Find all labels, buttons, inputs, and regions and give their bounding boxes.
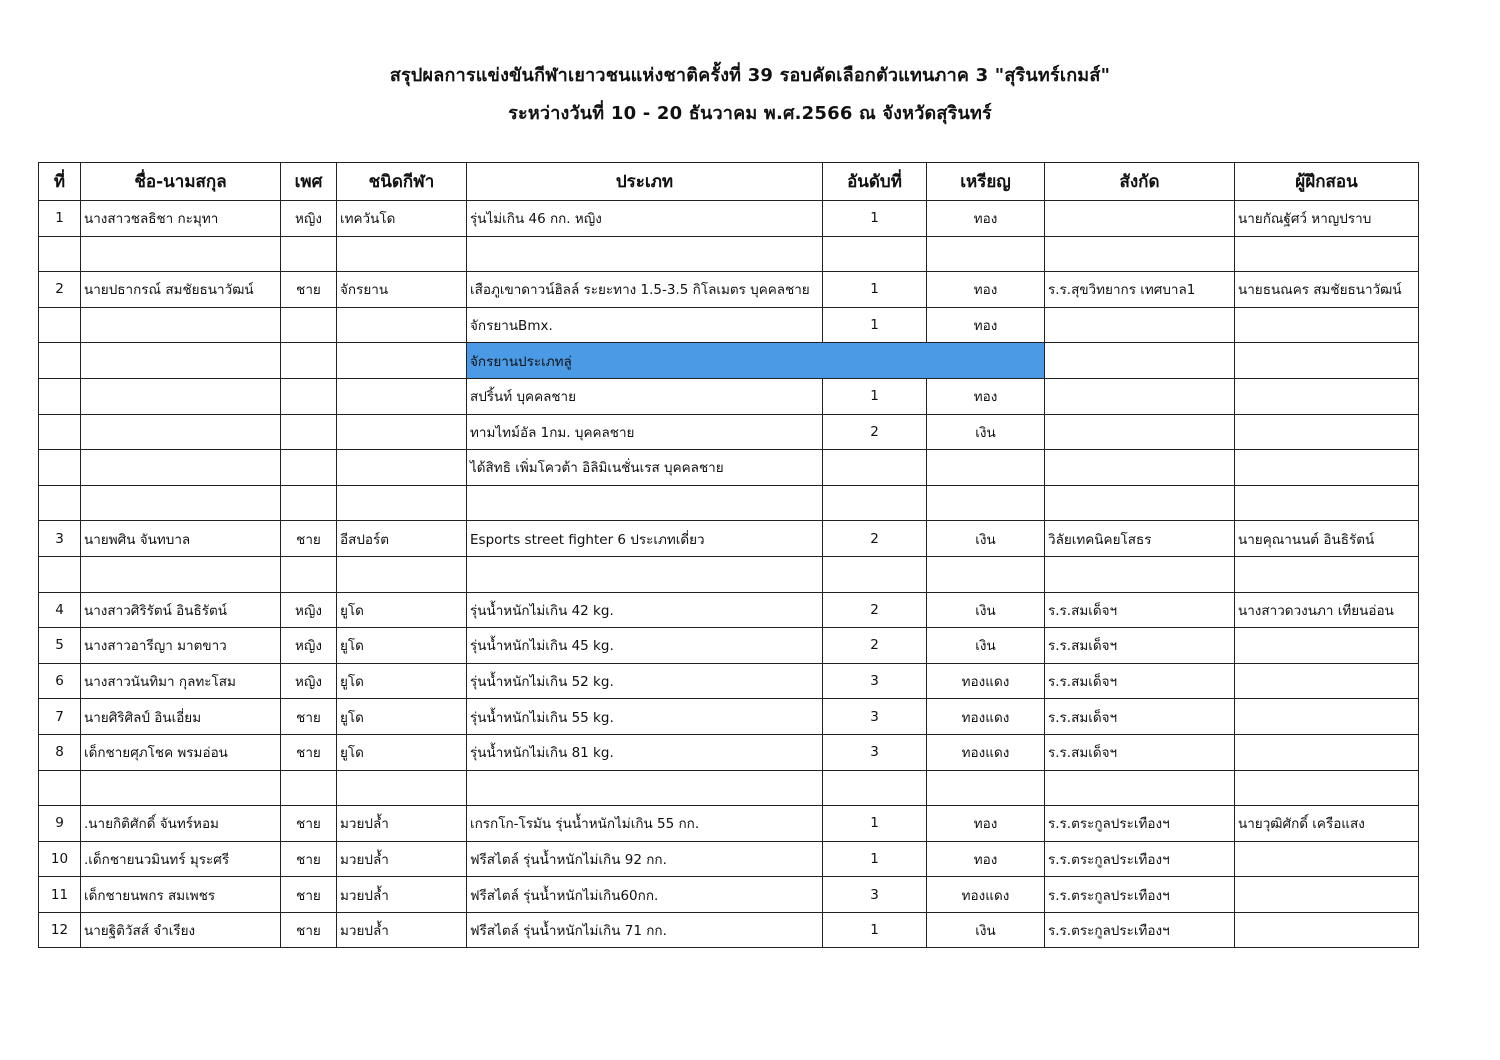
cell-event: รุ่นน้ำหนักไม่เกิน 52 kg.	[467, 663, 823, 699]
table-row	[39, 201, 1419, 237]
cell-coach	[1235, 378, 1419, 414]
table-row	[39, 877, 1419, 913]
cell-sex	[281, 450, 337, 486]
table-row	[39, 272, 1419, 308]
cell-sex	[281, 378, 337, 414]
cell-coach	[1235, 841, 1419, 877]
cell-affiliation	[1045, 343, 1235, 379]
cell-medal: เงิน	[927, 628, 1045, 664]
cell-sex	[281, 770, 337, 806]
cell-affiliation	[1045, 378, 1235, 414]
cell-no: 6	[39, 663, 81, 699]
cell-medal	[927, 236, 1045, 272]
cell-sport: ยูโด	[337, 663, 467, 699]
cell-event: สปริ้นท์ บุคคลชาย	[467, 378, 823, 414]
col-header-name: ชื่อ-นามสกุล	[81, 163, 281, 201]
cell-rank: 2	[823, 414, 927, 450]
cell-coach: นายคุณานนต์ อินธิรัตน์	[1235, 521, 1419, 557]
cell-coach	[1235, 912, 1419, 948]
cell-medal: เงิน	[927, 414, 1045, 450]
cell-medal: ทอง	[927, 806, 1045, 842]
cell-sport	[337, 485, 467, 521]
cell-rank: 2	[823, 592, 927, 628]
cell-sport: ยูโด	[337, 628, 467, 664]
cell-coach	[1235, 414, 1419, 450]
cell-sex: ชาย	[281, 877, 337, 913]
cell-rank: 3	[823, 699, 927, 735]
table-row	[39, 236, 1419, 272]
cell-name	[81, 343, 281, 379]
cell-name: นางสาวอารีญา มาตขาว	[81, 628, 281, 664]
cell-sport: มวยปล้ำ	[337, 806, 467, 842]
cell-sport	[337, 414, 467, 450]
cell-sex: หญิง	[281, 201, 337, 237]
cell-no: 1	[39, 201, 81, 237]
cell-sex	[281, 485, 337, 521]
cell-no: 4	[39, 592, 81, 628]
cell-no: 10	[39, 841, 81, 877]
cell-sport	[337, 236, 467, 272]
cell-no: 9	[39, 806, 81, 842]
cell-name	[81, 770, 281, 806]
cell-sport	[337, 343, 467, 379]
cell-sport: มวยปล้ำ	[337, 841, 467, 877]
cell-name	[81, 236, 281, 272]
cell-affiliation: ร.ร.ตระกูลประเทืองฯ	[1045, 806, 1235, 842]
cell-coach	[1235, 628, 1419, 664]
cell-affiliation	[1045, 307, 1235, 343]
cell-coach	[1235, 307, 1419, 343]
cell-sport: มวยปล้ำ	[337, 877, 467, 913]
table-row	[39, 556, 1419, 592]
cell-affiliation	[1045, 236, 1235, 272]
table-row	[39, 307, 1419, 343]
col-header-rank: อันดับที่	[823, 163, 927, 201]
cell-rank: 1	[823, 378, 927, 414]
table-row	[39, 734, 1419, 770]
cell-name: นางสาวนันทิมา กุลทะโสม	[81, 663, 281, 699]
table-row	[39, 343, 1419, 379]
cell-event	[467, 485, 823, 521]
cell-medal	[927, 450, 1045, 486]
col-header-medal: เหรียญ	[927, 163, 1045, 201]
cell-sport: ยูโด	[337, 592, 467, 628]
cell-medal	[927, 770, 1045, 806]
cell-no: 2	[39, 272, 81, 308]
cell-name	[81, 378, 281, 414]
cell-name: .นายกิติศักดิ์ จันทร์หอม	[81, 806, 281, 842]
table-row	[39, 485, 1419, 521]
cell-rank: 3	[823, 734, 927, 770]
cell-name: นางสาวศิริรัตน์ อินธิรัตน์	[81, 592, 281, 628]
cell-medal: เงิน	[927, 521, 1045, 557]
col-header-sex: เพศ	[281, 163, 337, 201]
cell-event: ฟรีสไตล์ รุ่นน้ำหนักไม่เกิน60กก.	[467, 877, 823, 913]
cell-coach: นายธนณคร สมชัยธนาวัฒน์	[1235, 272, 1419, 308]
cell-medal: ทอง	[927, 841, 1045, 877]
table-row	[39, 699, 1419, 735]
cell-medal: ทองแดง	[927, 877, 1045, 913]
cell-no	[39, 307, 81, 343]
cell-rank: 1	[823, 841, 927, 877]
cell-rank: 1	[823, 912, 927, 948]
cell-name	[81, 556, 281, 592]
cell-name: นายฐิติวัสส์ จำเรียง	[81, 912, 281, 948]
col-header-affiliation: สังกัด	[1045, 163, 1235, 201]
cell-coach	[1235, 877, 1419, 913]
cell-name	[81, 307, 281, 343]
cell-affiliation: วิลัยเทคนิคยโสธร	[1045, 521, 1235, 557]
cell-name	[81, 485, 281, 521]
cell-sex: ชาย	[281, 272, 337, 308]
cell-name	[81, 450, 281, 486]
cell-no	[39, 556, 81, 592]
cell-medal: ทองแดง	[927, 734, 1045, 770]
cell-sex	[281, 236, 337, 272]
cell-medal: ทองแดง	[927, 699, 1045, 735]
table-row	[39, 841, 1419, 877]
cell-coach	[1235, 663, 1419, 699]
cell-sex: ชาย	[281, 699, 337, 735]
cell-sex	[281, 414, 337, 450]
cell-coach: นายวุฒิศักดิ์ เครือแสง	[1235, 806, 1419, 842]
cell-sex: หญิง	[281, 663, 337, 699]
cell-affiliation	[1045, 414, 1235, 450]
cell-event: รุ่นไม่เกิน 46 กก. หญิง	[467, 201, 823, 237]
cell-medal: เงิน	[927, 912, 1045, 948]
cell-coach	[1235, 450, 1419, 486]
cell-rank: 1	[823, 307, 927, 343]
cell-affiliation: ร.ร.สมเด็จฯ	[1045, 592, 1235, 628]
cell-sport	[337, 450, 467, 486]
header-row	[39, 163, 1419, 201]
cell-coach	[1235, 699, 1419, 735]
cell-no	[39, 378, 81, 414]
cell-no	[39, 343, 81, 379]
cell-rank	[823, 770, 927, 806]
cell-affiliation: ร.ร.ตระกูลประเทืองฯ	[1045, 912, 1235, 948]
cell-affiliation: ร.ร.ตระกูลประเทืองฯ	[1045, 841, 1235, 877]
cell-sex: ชาย	[281, 841, 337, 877]
cell-sport	[337, 378, 467, 414]
cell-sex: หญิง	[281, 592, 337, 628]
document-subtitle: ระหว่างวันที่ 10 - 20 ธันวาคม พ.ศ.2566 ณ จังหวัดสุรินทร์	[508, 103, 992, 124]
cell-coach	[1235, 556, 1419, 592]
table-row	[39, 770, 1419, 806]
cell-sport	[337, 307, 467, 343]
cell-sex: ชาย	[281, 521, 337, 557]
results-table	[38, 162, 1419, 948]
col-header-sport: ชนิดกีฬา	[337, 163, 467, 201]
cell-rank	[823, 450, 927, 486]
cell-medal: ทอง	[927, 272, 1045, 308]
cell-event	[467, 770, 823, 806]
cell-event: ทามไทม์อัล 1กม. บุคคลชาย	[467, 414, 823, 450]
cell-affiliation	[1045, 770, 1235, 806]
cell-affiliation: ร.ร.สมเด็จฯ	[1045, 628, 1235, 664]
table-row	[39, 592, 1419, 628]
cell-coach	[1235, 734, 1419, 770]
table-row	[39, 628, 1419, 664]
cell-event: รุ่นน้ำหนักไม่เกิน 45 kg.	[467, 628, 823, 664]
cell-sport: ยูโด	[337, 699, 467, 735]
cell-event: ฟรีสไตล์ รุ่นน้ำหนักไม่เกิน 71 กก.	[467, 912, 823, 948]
cell-affiliation	[1045, 485, 1235, 521]
cell-rank: 1	[823, 806, 927, 842]
cell-event: รุ่นน้ำหนักไม่เกิน 42 kg.	[467, 592, 823, 628]
col-header-no: ที่	[39, 163, 81, 201]
cell-no: 8	[39, 734, 81, 770]
cell-coach	[1235, 770, 1419, 806]
cell-medal	[927, 556, 1045, 592]
cell-no: 12	[39, 912, 81, 948]
cell-rank: 1	[823, 201, 927, 237]
cell-no	[39, 770, 81, 806]
cell-name: .เด็กชายนวมินทร์ มุระศรี	[81, 841, 281, 877]
cell-sex: ชาย	[281, 734, 337, 770]
cell-sex	[281, 307, 337, 343]
cell-medal: ทอง	[927, 307, 1045, 343]
cell-sex: ชาย	[281, 806, 337, 842]
cell-rank: 2	[823, 521, 927, 557]
cell-coach: นายกัณฐัศว์ หาญปราบ	[1235, 201, 1419, 237]
cell-no: 5	[39, 628, 81, 664]
cell-event: รุ่นน้ำหนักไม่เกิน 55 kg.	[467, 699, 823, 735]
cell-no: 11	[39, 877, 81, 913]
cell-medal: ทอง	[927, 378, 1045, 414]
table-row	[39, 521, 1419, 557]
cell-affiliation	[1045, 556, 1235, 592]
cell-event-highlighted: จักรยานประเภทลู่	[467, 343, 1045, 379]
cell-name: นายศิริศิลป์ อินเอี่ยม	[81, 699, 281, 735]
cell-name: นางสาวชลธิชา กะมุทา	[81, 201, 281, 237]
cell-name: นายพศิน จันทบาล	[81, 521, 281, 557]
cell-affiliation: ร.ร.สมเด็จฯ	[1045, 663, 1235, 699]
cell-sport: ยูโด	[337, 734, 467, 770]
cell-sex: ชาย	[281, 912, 337, 948]
cell-sex: หญิง	[281, 628, 337, 664]
cell-rank: 1	[823, 272, 927, 308]
cell-rank	[823, 485, 927, 521]
cell-no	[39, 485, 81, 521]
cell-sport	[337, 556, 467, 592]
cell-name: เด็กชายศุภโชค พรมอ่อน	[81, 734, 281, 770]
cell-rank: 2	[823, 628, 927, 664]
table-row	[39, 663, 1419, 699]
cell-name: นายปธากรณ์ สมชัยธนาวัฒน์	[81, 272, 281, 308]
cell-coach	[1235, 343, 1419, 379]
cell-affiliation: ร.ร.สุขวิทยากร เทศบาล1	[1045, 272, 1235, 308]
table-row	[39, 912, 1419, 948]
cell-no: 7	[39, 699, 81, 735]
cell-sport: เทควันโด	[337, 201, 467, 237]
cell-medal	[927, 485, 1045, 521]
cell-no	[39, 450, 81, 486]
cell-sex	[281, 556, 337, 592]
cell-event: เสือภูเขาดาวน์ฮิลล์ ระยะทาง 1.5-3.5 กิโลเมตร บุคคลชาย	[467, 272, 823, 308]
cell-affiliation: ร.ร.สมเด็จฯ	[1045, 734, 1235, 770]
cell-event: Esports street fighter 6 ประเภทเดี่ยว	[467, 521, 823, 557]
cell-affiliation: ร.ร.ตระกูลประเทืองฯ	[1045, 877, 1235, 913]
cell-no	[39, 414, 81, 450]
table-row	[39, 378, 1419, 414]
cell-sport: จักรยาน	[337, 272, 467, 308]
cell-sport: มวยปล้ำ	[337, 912, 467, 948]
cell-event	[467, 556, 823, 592]
cell-event	[467, 236, 823, 272]
cell-rank: 3	[823, 663, 927, 699]
cell-event: รุ่นน้ำหนักไม่เกิน 81 kg.	[467, 734, 823, 770]
cell-rank	[823, 556, 927, 592]
cell-sport	[337, 770, 467, 806]
cell-sex	[281, 343, 337, 379]
cell-name	[81, 414, 281, 450]
cell-affiliation: ร.ร.สมเด็จฯ	[1045, 699, 1235, 735]
cell-medal: ทองแดง	[927, 663, 1045, 699]
cell-event: เกรกโก-โรมัน รุ่นน้ำหนักไม่เกิน 55 กก.	[467, 806, 823, 842]
cell-event: ฟรีสไตล์ รุ่นน้ำหนักไม่เกิน 92 กก.	[467, 841, 823, 877]
cell-rank	[823, 236, 927, 272]
cell-coach: นางสาวดวงนภา เทียนอ่อน	[1235, 592, 1419, 628]
cell-medal: เงิน	[927, 592, 1045, 628]
cell-rank: 3	[823, 877, 927, 913]
cell-affiliation	[1045, 201, 1235, 237]
cell-affiliation	[1045, 450, 1235, 486]
table-row	[39, 414, 1419, 450]
cell-medal: ทอง	[927, 201, 1045, 237]
cell-event: ได้สิทธิ เพิ่มโควต้า อิลิมิเนชั่นเรส บุคคลชาย	[467, 450, 823, 486]
cell-no: 3	[39, 521, 81, 557]
cell-coach	[1235, 485, 1419, 521]
cell-no	[39, 236, 81, 272]
document-title: สรุปผลการแข่งขันกีฬาเยาวชนแห่งชาติครั้งที่ 39 รอบคัดเลือกตัวแทนภาค 3 "สุรินทร์เกมส์"	[389, 65, 1111, 86]
cell-coach	[1235, 236, 1419, 272]
cell-event: จักรยานBmx.	[467, 307, 823, 343]
col-header-coach: ผู้ฝึกสอน	[1235, 163, 1419, 201]
table-row	[39, 450, 1419, 486]
cell-name: เด็กชายนพกร สมเพชร	[81, 877, 281, 913]
col-header-event: ประเภท	[467, 163, 823, 201]
cell-sport: อีสปอร์ต	[337, 521, 467, 557]
table-row	[39, 806, 1419, 842]
